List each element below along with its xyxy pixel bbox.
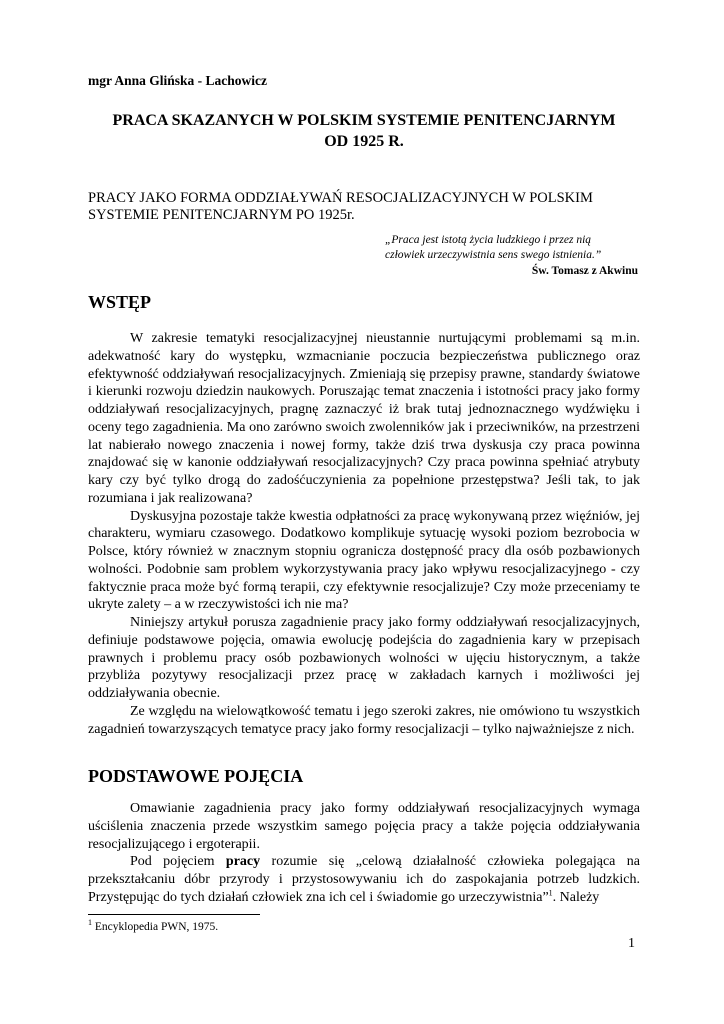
- page-number: 1: [628, 936, 635, 951]
- document-subtitle: PRACY JAKO FORMA ODDZIAŁYWAŃ RESOCJALIZACYJNYCH W POLSKIM SYSTEMIE PENITENCJARNYM PO 1925r.: [88, 190, 593, 223]
- section-heading-pojecia: PODSTAWOWE POJĘCIA: [88, 766, 304, 786]
- motto-line-2: człowiek urzeczywistnia sens swego istnienia.”: [385, 248, 602, 261]
- paragraph: W zakresie tematyki resocjalizacyjnej nieustannie nurtującymi problemami są m.in. adekwatność kary do występku, wzmacnianie poczucia bezpieczeństwa publicznego oraz efektywność oddziaływań resocjalizacyjnych. Zmieniają się przepisy prawne, standardy światowe i kierunki rozwoju dziedzin naukowych. Poruszając temat znaczenia i istotności pracy jako formy oddziaływań resocjalizacyjnych, pragnę zaznaczyć iż brak tutaj jednoznacznego wydźwięku i oceny tego zagadnienia. Ma ono zarówno swoich zwolenników jak i przeciwników, na przestrzeni lat nabierało nowego znaczenia i nowej formy, także dziś trwa dyskusja czy praca powinna znajdować się w kanonie oddziaływań resocjalizacyjnych? Czy praca powinna spełniać atrybuty kary czy być tylko drogą do zadośćuczynienia za popełnione przestępstwa? Jeśli tak, to jak rozumiana i jak realizowana?: [88, 331, 640, 506]
- paragraph: Ze względu na wielowątkowość tematu i jego szeroki zakres, nie omówiono tu wszystkich zagadnień towarzyszących tematyce pracy jako formy resocjalizacji – tylko najważniejsze z nich.: [88, 703, 640, 737]
- text-span: . Należy: [552, 889, 600, 905]
- paragraph: [88, 853, 640, 906]
- section-body-pojecia: [88, 800, 640, 907]
- motto-author: Św. Tomasz z Akwinu: [531, 265, 638, 277]
- paragraph: Niniejszy artykuł porusza zagadnienie pracy jako formy oddziaływań resocjalizacyjnych, definiuje podstawowe pojęcia, omawia ewolucję podejścia do zagadnienia kary w przepisach prawnych i problemu pracy osób pozbawionych wolności w ujęciu historycznym, a także przybliża pozytywy resocjalizacji przez pracę w zakładach karnych i możliwości jej oddziaływania obecnie.: [88, 615, 640, 701]
- text-span: rozumie się „celową działalność człowieka polegająca na przekształcaniu dóbr przyrody i przystosowywaniu ich do zaspokajania potrzeb ludzkich. Przystępując do tych działań człowiek zna ich cel i świadomie go urzeczywistnia”: [88, 854, 640, 905]
- motto-quote: [385, 233, 655, 262]
- document-title: [88, 110, 640, 152]
- footnote-text: Encyklopedia PWN, 1975.: [92, 921, 219, 933]
- footnote: [88, 918, 219, 933]
- footnote-marker: 1: [88, 918, 92, 928]
- term-praca: pracy: [225, 854, 261, 870]
- section-heading-wstep: WSTĘP: [88, 292, 152, 312]
- paragraph: Omawianie zagadnienia pracy jako formy oddziaływań resocjalizacyjnych wymaga uściślenia znaczenia przede wszystkim samego pojęcia pracy a także pojęcia oddziaływania resocjalizującego i ergoterapii.: [88, 801, 640, 852]
- title-line-2: OD 1925 R.: [324, 133, 404, 150]
- section-body-wstep: [88, 330, 640, 738]
- author-name: mgr Anna Glińska - Lachowicz: [88, 73, 268, 88]
- footnote-ref[interactable]: 1: [548, 888, 553, 898]
- motto-line-1: „Praca jest istotą życia ludzkiego i przez nią: [385, 234, 592, 246]
- title-line-1: PRACA SKAZANYCH W POLSKIM SYSTEMIE PENITENCJARNYM: [112, 112, 616, 129]
- footnote-divider: [88, 914, 260, 915]
- text-span: Pod pojęciem: [130, 854, 226, 870]
- paragraph: Dyskusyjna pozostaje także kwestia odpłatności za pracę wykonywaną przez więźniów, jej charakteru, wymiaru czasowego. Dodatkowo komplikuje sytuację wysoki poziom bezrobocia w Polsce, który również w znacznym stopniu ogranicza dostępność pracy dla osób pozbawionych wolności. Podobnie sam problem wykorzystywania pracy jako wpływu resocjalizacyjnego - czy faktycznie praca może być formą terapii, czy efektywnie resocjalizuje? Czy może przeceniamy te ukryte zalety – a w rzeczywistości ich nie ma?: [88, 508, 640, 613]
